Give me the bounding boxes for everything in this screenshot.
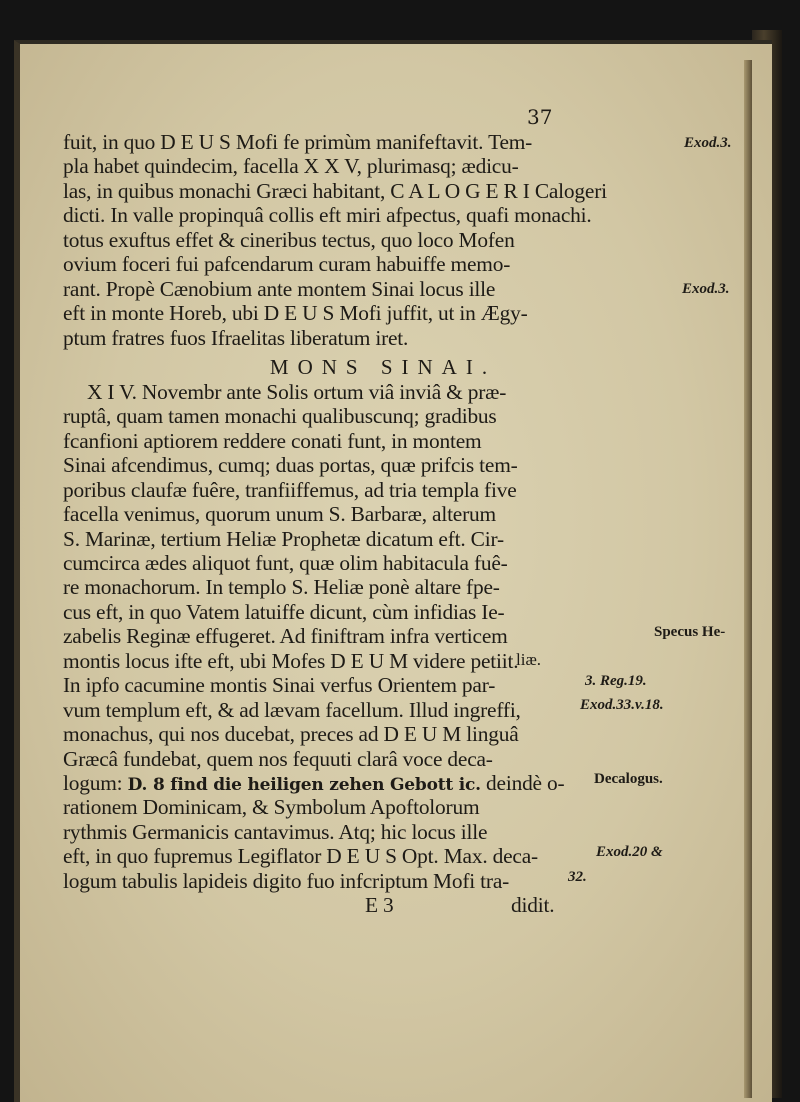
text-line: logum tabulis lapideis digito fuo infcriptum Mofi tra- xyxy=(63,868,510,893)
text-line xyxy=(63,771,683,795)
text-line: ptum fratres fuos Ifraelitas liberatum iret. xyxy=(63,325,409,350)
margin-note: 32. xyxy=(568,869,587,885)
text-line: Græcâ fundebat, quem nos fequuti clarâ voce deca- xyxy=(63,746,493,771)
margin-note: liæ. xyxy=(516,650,542,669)
margin-note: Exod.3. xyxy=(682,281,730,297)
text-line: re monachorum. In templo S. Heliæ ponè altare fpe- xyxy=(63,575,500,600)
margin-note: Specus He- xyxy=(654,624,726,640)
text-line: zabelis Reginæ effugeret. Ad finiftram infra verticem xyxy=(63,624,508,649)
text-line: In ipfo cacumine montis Sinai verfus Orientem par- xyxy=(63,673,496,698)
text-line: facella venimus, quorum unum S. Barbaræ, alterum xyxy=(63,502,496,527)
page-body xyxy=(63,130,683,918)
text-line: monachus, qui nos ducebat, preces ad D E U M linguâ xyxy=(63,722,519,747)
footer-line xyxy=(63,893,683,917)
text-line: fuit, in quo D E U S Mofi fe primùm manifeftavit. Tem- xyxy=(63,130,533,154)
text-line: ovium foceri fui pafcendarum curam habuiffe memo- xyxy=(63,252,511,277)
text-line: totus exuftus effet & cineribus tectus, quo loco Mofen xyxy=(63,227,515,252)
text-line: rythmis Germanicis cantavimus. Atq; hic locus ille xyxy=(63,819,488,844)
text-line: rant. Propè Cænobium ante montem Sinai locus ille xyxy=(63,276,496,301)
text-line: montis locus ifte eft, ubi Mofes D E U M videre petiit. xyxy=(63,648,519,673)
margin-note: Decalogus. xyxy=(594,771,663,787)
text-line: las, in quibus monachi Græci habitant, C A L O G E R I Calogeri xyxy=(63,178,607,203)
text-line: rationem Dominicam, & Symbolum Apoftolorum xyxy=(63,795,480,820)
text-line: vum templum eft, & ad lævam facellum. Illud ingreffi, xyxy=(63,697,521,722)
margin-note: Exod.20 & xyxy=(596,844,663,860)
text-line: poribus claufæ fuêre, tranfiiffemus, ad tria templa five xyxy=(63,477,517,502)
page-edge xyxy=(744,60,752,1098)
signature-mark: E 3 xyxy=(365,893,394,918)
catchword: didit. xyxy=(511,893,555,918)
text-line: cumcirca ædes aliquot funt, quæ olim habitacula fuê- xyxy=(63,551,508,575)
text-line: dicti. In valle propinquâ collis eft miri afpectus, quafi monachi. xyxy=(63,203,592,228)
text-line: Sinai afcendimus, cumq; duas portas, quæ prifcis tem- xyxy=(63,453,518,478)
text-line: ruptâ, quam tamen monachi qualibuscunq; gradibus xyxy=(63,404,497,429)
text-line: eft, in quo fupremus Legiflator D E U S Opt. Max. deca- xyxy=(63,844,538,869)
margin-note: Exod.3. xyxy=(684,135,732,151)
text-line: fcanfioni aptiorem reddere conati funt, in montem xyxy=(63,428,482,453)
text-line: pla habet quindecim, facella X X V, plurimasq; ædicu- xyxy=(63,154,519,179)
page-number: 37 xyxy=(527,105,553,129)
blackletter-phrase: D. 8 find die heiligen zehen Gebott ic. xyxy=(127,774,481,795)
text-line: S. Marinæ, tertium Heliæ Prophetæ dicatum eft. Cir- xyxy=(63,526,504,551)
text-line: X I V. Novembr ante Solis ortum viâ inviâ & præ- xyxy=(87,379,507,404)
text-segment: logum: xyxy=(63,770,123,795)
section-heading: MONS SINAI. xyxy=(269,354,497,379)
text-line: eft in monte Horeb, ubi D E U S Mofi juffit, ut in Ægy- xyxy=(63,301,528,326)
text-line: cus eft, in quo Vatem latuiffe dicunt, cùm infidias Ie- xyxy=(63,599,505,624)
text-segment: deindè o- xyxy=(480,770,565,795)
margin-note: 3. Reg.19. xyxy=(585,673,647,689)
margin-note: Exod.33.v.18. xyxy=(580,697,664,713)
